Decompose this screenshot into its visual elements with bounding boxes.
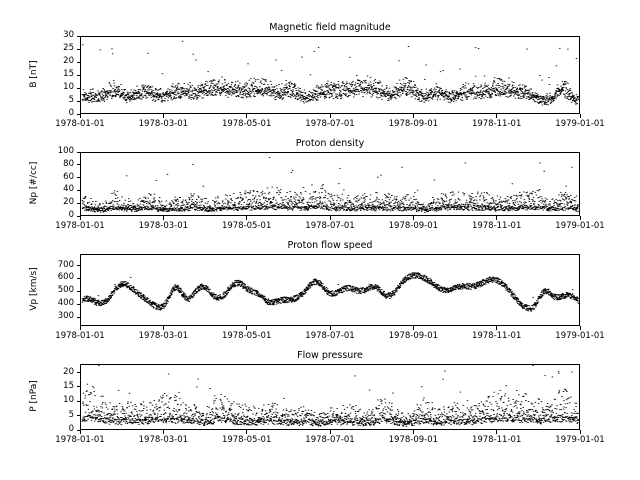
- y-axis-label: Np [#/cc]: [29, 161, 39, 205]
- y-tick-mark: [77, 265, 81, 266]
- x-tick-mark: [330, 216, 331, 220]
- y-tick-mark: [77, 88, 81, 89]
- y-tick-mark: [77, 386, 81, 387]
- y-tick-mark: [77, 401, 81, 402]
- x-tick-mark: [80, 216, 81, 220]
- panel-title: Flow pressure: [297, 350, 363, 361]
- x-tick-mark: [580, 216, 581, 220]
- x-tick-label: 1978-07-01: [305, 331, 355, 341]
- x-tick-label: 1978-09-01: [388, 119, 439, 129]
- y-tick-mark: [77, 291, 81, 292]
- x-tick-mark: [80, 430, 81, 434]
- y-tick-mark: [77, 304, 81, 305]
- x-tick-label: 1979-01-01: [555, 435, 605, 445]
- y-tick-label: 15: [63, 380, 74, 391]
- x-tick-mark: [496, 430, 497, 434]
- y-tick-mark: [77, 278, 81, 279]
- x-tick-mark: [163, 430, 164, 434]
- x-tick-mark: [80, 326, 81, 330]
- y-tick-label: 5: [68, 95, 74, 105]
- y-tick-label: 0: [68, 108, 74, 118]
- x-tick-label: 1978-01-01: [55, 119, 105, 129]
- y-tick-label: 10: [63, 395, 74, 406]
- data-points-layer: [81, 365, 579, 429]
- panel-title: Proton flow speed: [287, 240, 373, 251]
- y-tick-label: 25: [63, 43, 74, 53]
- y-tick-mark: [77, 415, 81, 416]
- y-tick-label: 5: [68, 409, 74, 420]
- x-tick-mark: [580, 114, 581, 118]
- y-tick-mark: [77, 49, 81, 50]
- x-tick-mark: [580, 430, 581, 434]
- x-tick-label: 1978-03-01: [138, 119, 189, 129]
- x-tick-label: 1978-05-01: [221, 221, 272, 231]
- x-tick-label: 1978-11-01: [471, 435, 522, 445]
- y-tick-label: 60: [63, 171, 74, 182]
- y-tick-label: 0: [68, 210, 74, 220]
- y-tick-label: 0: [68, 424, 74, 434]
- y-tick-mark: [77, 101, 81, 102]
- x-tick-mark: [496, 326, 497, 330]
- y-tick-mark: [77, 372, 81, 373]
- x-tick-mark: [163, 326, 164, 330]
- x-tick-mark: [330, 114, 331, 118]
- x-tick-label: 1978-03-01: [138, 331, 189, 341]
- y-tick-label: 400: [57, 298, 74, 309]
- x-tick-mark: [496, 216, 497, 220]
- y-tick-mark: [77, 317, 81, 318]
- y-axis-label: P [nPa]: [29, 380, 39, 412]
- data-points-layer: [81, 255, 579, 325]
- panel-title: Proton density: [295, 138, 365, 149]
- y-axis-label: B [nT]: [29, 60, 39, 88]
- x-tick-label: 1978-07-01: [305, 221, 355, 231]
- y-tick-mark: [77, 36, 81, 37]
- y-tick-label: 30: [63, 30, 74, 40]
- chart-panel-4: [29, 350, 605, 445]
- x-tick-label: 1978-03-01: [138, 221, 189, 231]
- x-tick-label: 1979-01-01: [555, 119, 605, 129]
- x-tick-label: 1978-11-01: [471, 221, 522, 231]
- y-tick-mark: [77, 75, 81, 76]
- x-tick-label: 1978-07-01: [305, 119, 355, 129]
- y-tick-mark: [77, 203, 81, 204]
- plot-area: [80, 254, 580, 326]
- y-tick-label: 80: [63, 158, 74, 169]
- chart-panel-1: [29, 22, 605, 129]
- x-tick-label: 1978-07-01: [305, 435, 355, 445]
- x-tick-label: 1978-01-01: [55, 331, 105, 341]
- x-tick-label: 1978-05-01: [221, 331, 272, 341]
- x-tick-mark: [80, 114, 81, 118]
- y-tick-label: 500: [57, 285, 74, 296]
- data-points-layer: [81, 37, 579, 113]
- chart-panel-2: [29, 138, 605, 231]
- x-tick-label: 1978-11-01: [471, 331, 522, 341]
- y-tick-label: 600: [57, 272, 74, 283]
- x-tick-label: 1979-01-01: [555, 331, 605, 341]
- y-tick-label: 20: [63, 197, 74, 208]
- y-tick-label: 100: [57, 146, 74, 156]
- x-tick-label: 1978-09-01: [388, 331, 439, 341]
- y-tick-label: 40: [63, 184, 74, 195]
- x-tick-label: 1979-01-01: [555, 221, 605, 231]
- x-tick-mark: [163, 216, 164, 220]
- x-tick-mark: [246, 216, 247, 220]
- plot-area: [80, 36, 580, 114]
- x-tick-mark: [413, 114, 414, 118]
- y-tick-label: 10: [63, 82, 74, 92]
- x-tick-mark: [246, 430, 247, 434]
- y-tick-label: 300: [57, 311, 74, 321]
- x-tick-mark: [413, 216, 414, 220]
- chart-panel-3: [29, 240, 605, 341]
- x-tick-label: 1978-09-01: [388, 435, 439, 445]
- y-tick-mark: [77, 152, 81, 153]
- y-axis-label: Vp [km/s]: [29, 267, 39, 311]
- x-tick-mark: [413, 430, 414, 434]
- panel-title: Magnetic field magnitude: [269, 22, 391, 33]
- y-tick-mark: [77, 190, 81, 191]
- x-tick-mark: [413, 326, 414, 330]
- plot-area: [80, 364, 580, 430]
- x-tick-label: 1978-05-01: [221, 119, 272, 129]
- y-tick-label: 20: [63, 56, 74, 66]
- plot-area: [80, 152, 580, 216]
- x-tick-label: 1978-03-01: [138, 435, 189, 445]
- x-tick-mark: [246, 114, 247, 118]
- x-tick-mark: [580, 326, 581, 330]
- y-tick-mark: [77, 164, 81, 165]
- x-tick-label: 1978-05-01: [221, 435, 272, 445]
- y-tick-label: 15: [63, 69, 74, 79]
- x-tick-label: 1978-01-01: [55, 435, 105, 445]
- x-tick-mark: [330, 326, 331, 330]
- y-tick-label: 700: [57, 259, 74, 270]
- x-tick-mark: [246, 326, 247, 330]
- x-tick-mark: [330, 430, 331, 434]
- data-points-layer: [81, 153, 579, 215]
- x-tick-label: 1978-11-01: [471, 119, 522, 129]
- y-tick-label: 20: [63, 366, 74, 377]
- x-tick-label: 1978-01-01: [55, 221, 105, 231]
- x-tick-mark: [163, 114, 164, 118]
- x-tick-label: 1978-09-01: [388, 221, 439, 231]
- y-tick-mark: [77, 177, 81, 178]
- y-tick-mark: [77, 62, 81, 63]
- x-tick-mark: [496, 114, 497, 118]
